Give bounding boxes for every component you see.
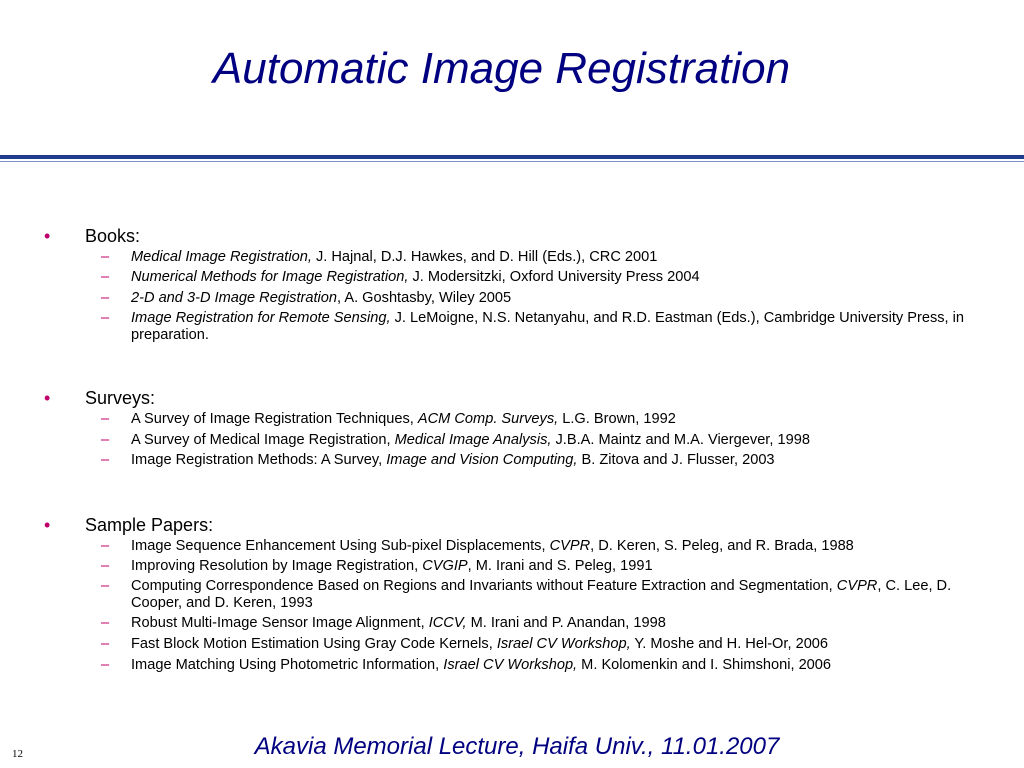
book-details: , A. Goshtasby, Wiley 2005	[337, 290, 512, 306]
paper-venue: CVPR	[836, 578, 878, 594]
title-divider-thin	[0, 161, 1024, 162]
dash-icon: –	[101, 269, 110, 285]
books-heading: Books:	[85, 226, 141, 246]
book-details: J. LeMoigne, N.S. Netanyahu, and R.D. Eastman (Eds.), Cambridge University Press, in preparation.	[131, 310, 965, 343]
paper-venue: CVGIP	[422, 558, 468, 574]
dash-icon: –	[101, 657, 110, 673]
paper-title: Image Matching Using Photometric Information,	[131, 657, 444, 673]
paper-details: , D. Keren, S. Peleg, and R. Brada, 1988	[590, 538, 854, 554]
paper-details: M. Kolomenkin and I. Shimshoni, 2006	[577, 657, 832, 673]
survey-venue: Medical Image Analysis,	[394, 432, 552, 448]
paper-title: Computing Correspondence Based on Regions and Invariants without Feature Extraction and Segmentation,	[131, 578, 837, 594]
dash-icon: –	[101, 452, 110, 468]
dash-icon: –	[101, 636, 110, 652]
survey-venue: ACM Comp. Surveys,	[417, 411, 559, 427]
bullet-icon: •	[44, 226, 51, 246]
paper-venue: Israel CV Workshop,	[443, 657, 578, 673]
survey-venue: Image and Vision Computing,	[386, 452, 578, 468]
survey-title: Image Registration Methods: A Survey,	[131, 452, 387, 468]
dash-icon: –	[101, 249, 110, 265]
page-number: 12	[12, 748, 23, 760]
book-details: J. Hajnal, D.J. Hawkes, and D. Hill (Eds.), CRC 2001	[311, 249, 658, 265]
dash-icon: –	[101, 310, 110, 326]
surveys-heading: Surveys:	[85, 388, 156, 408]
survey-details: L.G. Brown, 1992	[558, 411, 676, 427]
dash-icon: –	[101, 615, 110, 631]
paper-details: , C. Lee, D. Cooper, and D. Keren, 1993	[131, 578, 952, 611]
survey-title: A Survey of Image Registration Techniques,	[131, 411, 418, 427]
slide-title: Automatic Image Registration	[212, 44, 791, 93]
dash-icon: –	[101, 538, 110, 554]
bullet-icon: •	[44, 388, 51, 408]
survey-details: B. Zitova and J. Flusser, 2003	[577, 452, 775, 468]
title-divider	[0, 155, 1024, 159]
bullet-icon: •	[44, 515, 51, 535]
dash-icon: –	[101, 290, 110, 306]
dash-icon: –	[101, 411, 110, 427]
book-title: Medical Image Registration,	[131, 249, 312, 265]
paper-details: , M. Irani and S. Peleg, 1991	[467, 558, 653, 574]
paper-title: Image Sequence Enhancement Using Sub-pixel Displacements,	[131, 538, 550, 554]
paper-title: Improving Resolution by Image Registration,	[131, 558, 423, 574]
paper-venue: ICCV,	[428, 615, 467, 631]
slide-footer: Akavia Memorial Lecture, Haifa Univ., 11.01.2007	[254, 733, 780, 760]
paper-venue: Israel CV Workshop,	[496, 636, 631, 652]
dash-icon: –	[101, 578, 110, 594]
book-title: Numerical Methods for Image Registration,	[131, 269, 409, 285]
survey-title: A Survey of Medical Image Registration,	[131, 432, 395, 448]
paper-title: Robust Multi-Image Sensor Image Alignment,	[131, 615, 429, 631]
survey-details: J.B.A. Maintz and M.A. Viergever, 1998	[551, 432, 810, 448]
paper-details: Y. Moshe and H. Hel-Or, 2006	[630, 636, 829, 652]
book-title: Image Registration for Remote Sensing,	[131, 310, 391, 326]
book-title: 2-D and 3-D Image Registration	[131, 290, 338, 306]
paper-details: M. Irani and P. Anandan, 1998	[466, 615, 666, 631]
dash-icon: –	[101, 558, 110, 574]
papers-heading: Sample Papers:	[85, 515, 214, 535]
book-details: J. Modersitzki, Oxford University Press 2004	[408, 269, 700, 285]
dash-icon: –	[101, 432, 110, 448]
paper-title: Fast Block Motion Estimation Using Gray Code Kernels,	[131, 636, 497, 652]
paper-venue: CVPR	[549, 538, 591, 554]
